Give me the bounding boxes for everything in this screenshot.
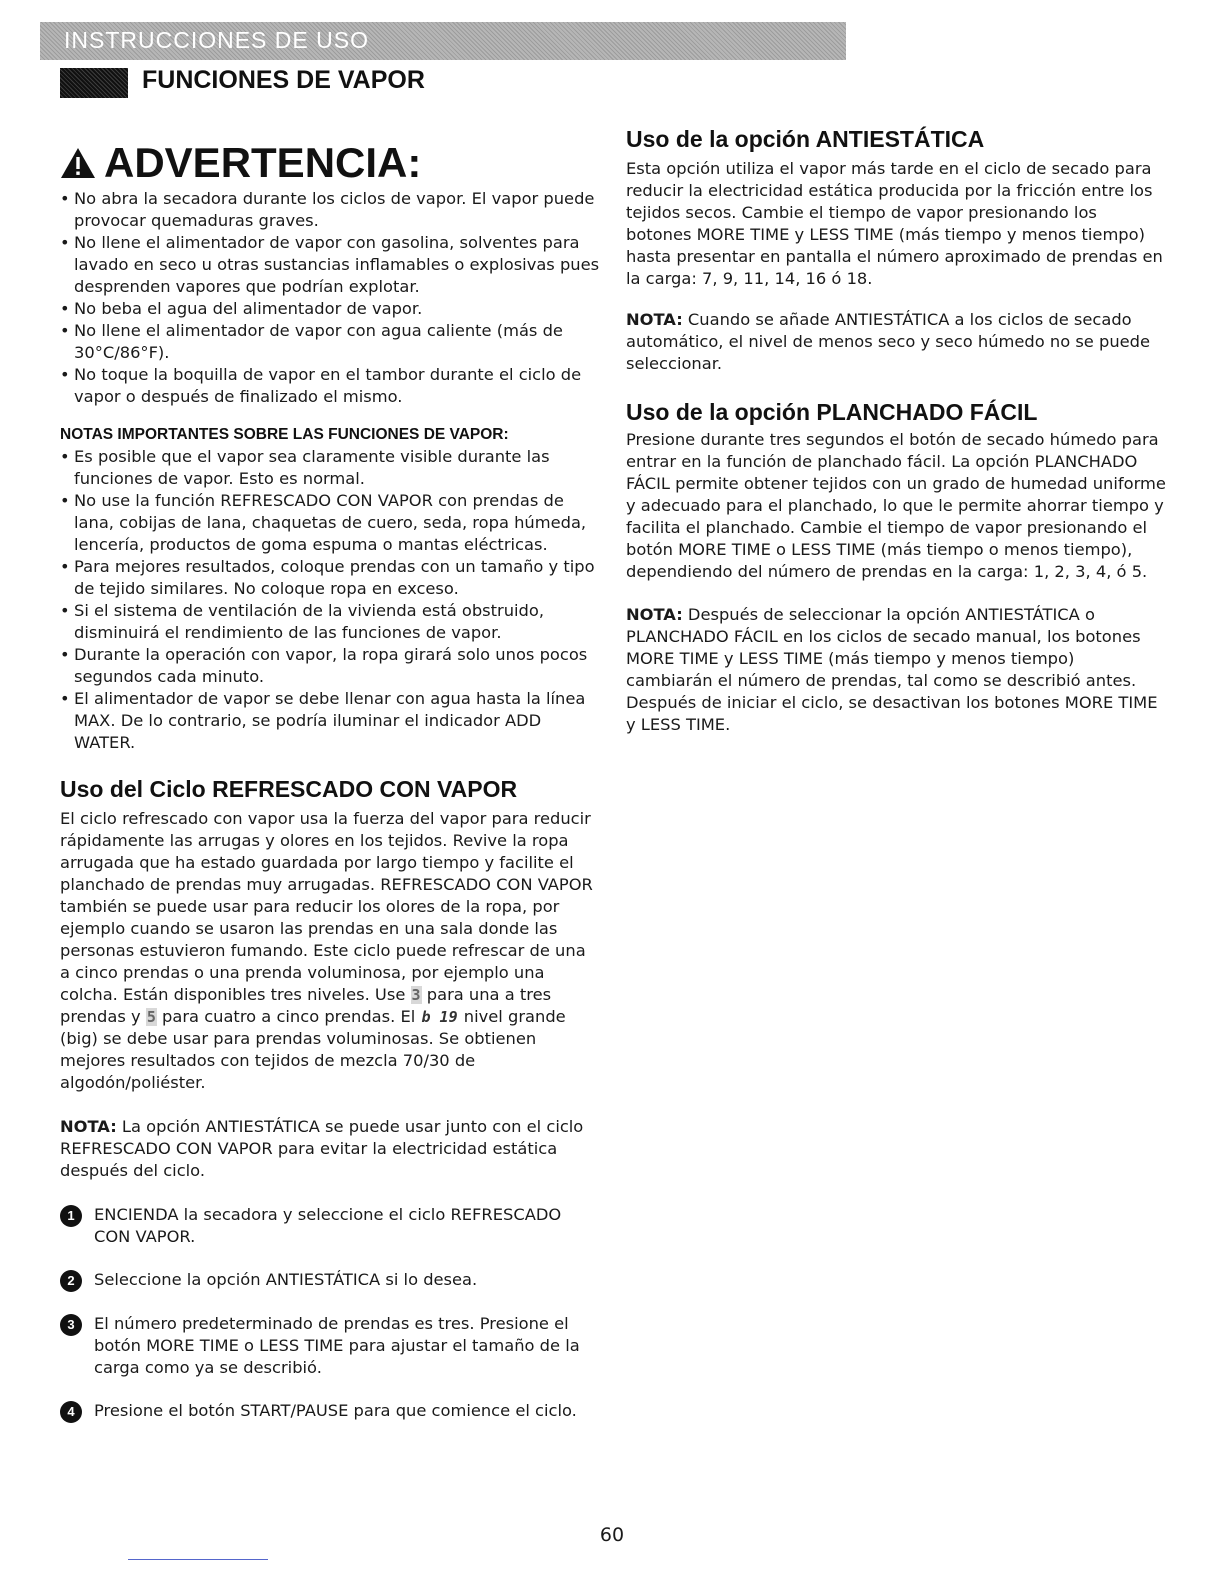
easyiron-heading-main: PLANCHADO FÁCIL xyxy=(816,399,1038,425)
note-item: • Para mejores resultados, coloque prendas con un tamaño y tipo de tejido similares. No coloque ropa en exceso. xyxy=(60,556,600,600)
warning-title: ADVERTENCIA: xyxy=(104,139,422,186)
banner-title: INSTRUCCIONES DE USO xyxy=(64,27,369,53)
left-column xyxy=(60,140,600,1423)
step-item xyxy=(60,1269,600,1292)
steps-list xyxy=(60,1204,600,1423)
step-text: Seleccione la opción ANTIESTÁTICA si lo desea. xyxy=(94,1270,478,1289)
note-item: • Si el sistema de ventilación de la vivienda está obstruido, disminuirá el rendimiento de las funciones de vapor. xyxy=(60,600,600,644)
note-item: • Durante la operación con vapor, la ropa girará solo unos pocos segundos cada minuto. xyxy=(60,644,600,688)
warning-heading xyxy=(60,140,600,186)
section-marker xyxy=(60,68,128,98)
refresh-text-1: El ciclo refrescado con vapor usa la fuerza del vapor para reducir rápidamente las arrugas y olores en los tejidos. Revive la ropa arrugada que ha estado guardada por largo tiempo y facilite el planchado de prendas muy arrugadas. REFRESCADO CON VAPOR también se puede usar para reducir los olores de la ropa, por ejemplo cuando se usaron las prendas en una sala donde las personas estuvieron fumando. Este ciclo puede refrescar de una a cinco prendas o una prenda voluminosa, por ejemplo una colcha. Están disponibles tres niveles. Use xyxy=(60,809,593,1004)
note-label: NOTA: xyxy=(626,605,683,624)
step-item xyxy=(60,1313,600,1379)
refresh-heading-main: REFRESCADO CON VAPOR xyxy=(212,776,518,802)
footer-rule xyxy=(128,1559,268,1560)
antistatic-heading-main: ANTIESTÁTICA xyxy=(815,126,985,152)
step-item xyxy=(60,1400,600,1423)
refresh-heading xyxy=(60,774,600,804)
step-text: ENCIENDA la secadora y seleccione el ciclo REFRESCADO CON VAPOR. xyxy=(94,1205,562,1246)
level-big-display: b 19 xyxy=(421,1008,458,1026)
note-text: Después de seleccionar la opción ANTIESTÁTICA o PLANCHADO FÁCIL en los ciclos de secado manual, los botones MORE TIME y LESS TIME (más tiempo y menos tiempo) cambiarán el número de prendas, tal como se describió antes. Después de iniciar el ciclo, se desactivan los botones MORE TIME y LESS TIME. xyxy=(626,605,1158,734)
right-column xyxy=(626,124,1166,736)
note-label: NOTA: xyxy=(60,1117,117,1136)
note-item: • No use la función REFRESCADO CON VAPOR con prendas de lana, cobijas de lana, chaquetas de cuero, seda, ropa húmeda, lencería, productos de goma espuma o mantas eléctricas. xyxy=(60,490,600,556)
level-5-display: 5 xyxy=(146,1008,156,1026)
easyiron-body: Presione durante tres segundos el botón de secado húmedo para entrar en la función de planchado fácil. La opción PLANCHADO FÁCIL permite obtener tejidos con un grado de humedad uniforme y adecuado para el planchado, lo que le permite ahorrar tiempo y facilita el planchado. Cambie el tiempo de vapor presionando el botón MORE TIME o LESS TIME (más tiempo o menos tiempo), dependiendo del número de prendas en la carga: 1, 2, 3, 4, ó 5. xyxy=(626,430,1166,581)
step-number-icon: 1 xyxy=(60,1205,82,1227)
note-item: • Es posible que el vapor sea claramente visible durante las funciones de vapor. Esto es normal. xyxy=(60,446,600,490)
antistatic-note xyxy=(626,309,1166,375)
warning-item: • No abra la secadora durante los ciclos de vapor. El vapor puede provocar quemaduras graves. xyxy=(60,188,600,232)
warning-item: • No llene el alimentador de vapor con agua caliente (más de 30°C/86°F). xyxy=(60,320,600,364)
step-number-icon: 4 xyxy=(60,1401,82,1423)
step-number-icon: 2 xyxy=(60,1270,82,1292)
note-text: La opción ANTIESTÁTICA se puede usar junto con el ciclo REFRESCADO CON VAPOR para evitar la electricidad estática después del ciclo. xyxy=(60,1117,584,1180)
easyiron-heading xyxy=(626,397,1166,427)
refresh-heading-prefix: Uso del Ciclo xyxy=(60,776,213,802)
section-title: FUNCIONES DE VAPOR xyxy=(142,66,425,94)
refresh-body xyxy=(60,808,600,1094)
warning-item: • No beba el agua del alimentador de vapor. xyxy=(60,298,600,320)
notes-list xyxy=(60,446,600,754)
note-label: NOTA: xyxy=(626,310,683,329)
page-number: 60 xyxy=(599,1524,625,1546)
step-text: El número predeterminado de prendas es tres. Presione el botón MORE TIME o LESS TIME para ajustar el tamaño de la carga como ya se describió. xyxy=(94,1314,580,1377)
warning-item: • No llene el alimentador de vapor con gasolina, solventes para lavado en seco u otras sustancias inflamables o explosivas pues desprenden vapores que podrían explotar. xyxy=(60,232,600,298)
section-banner xyxy=(40,22,846,60)
easyiron-note xyxy=(626,604,1166,736)
refresh-text-2: para una a tres prendas y xyxy=(60,985,552,1026)
antistatic-body: Esta opción utiliza el vapor más tarde en el ciclo de secado para reducir la electricidad estática producida por la fricción entre los tejidos secos. Cambie el tiempo de vapor presionando los botones MORE TIME y LESS TIME (más tiempo y menos tiempo) hasta presentar en pantalla el número aproximado de prendas en la carga: 7, 9, 11, 14, 16 ó 18. xyxy=(626,159,1163,288)
refresh-text-4: nivel grande (big) se debe usar para prendas voluminosas. Se obtienen mejores resultados con tejidos de mezcla 70/30 de algodón/poliéster. xyxy=(60,1007,566,1092)
step-number-icon: 3 xyxy=(60,1314,82,1336)
notes-heading: NOTAS IMPORTANTES SOBRE LAS FUNCIONES DE VAPOR: xyxy=(60,426,509,443)
antistatic-heading-prefix: Uso de la opción xyxy=(626,126,816,152)
note-item: • El alimentador de vapor se debe llenar con agua hasta la línea MAX. De lo contrario, se podría iluminar el indicador ADD WATER. xyxy=(60,688,600,754)
step-item xyxy=(60,1204,600,1248)
note-text: Cuando se añade ANTIESTÁTICA a los ciclos de secado automático, el nivel de menos seco y seco húmedo no se puede seleccionar. xyxy=(626,310,1151,373)
level-3-display: 3 xyxy=(411,986,421,1004)
easyiron-heading-prefix: Uso de la opción xyxy=(626,399,817,425)
refresh-note xyxy=(60,1116,600,1182)
antistatic-heading xyxy=(626,124,1166,154)
warning-icon xyxy=(60,147,96,179)
step-text: Presione el botón START/PAUSE para que comience el ciclo. xyxy=(94,1401,577,1420)
refresh-text-3: para cuatro a cinco prendas. El xyxy=(162,1007,416,1026)
warning-list xyxy=(60,188,600,408)
warning-item: • No toque la boquilla de vapor en el tambor durante el ciclo de vapor o después de finalizado el mismo. xyxy=(60,364,600,408)
